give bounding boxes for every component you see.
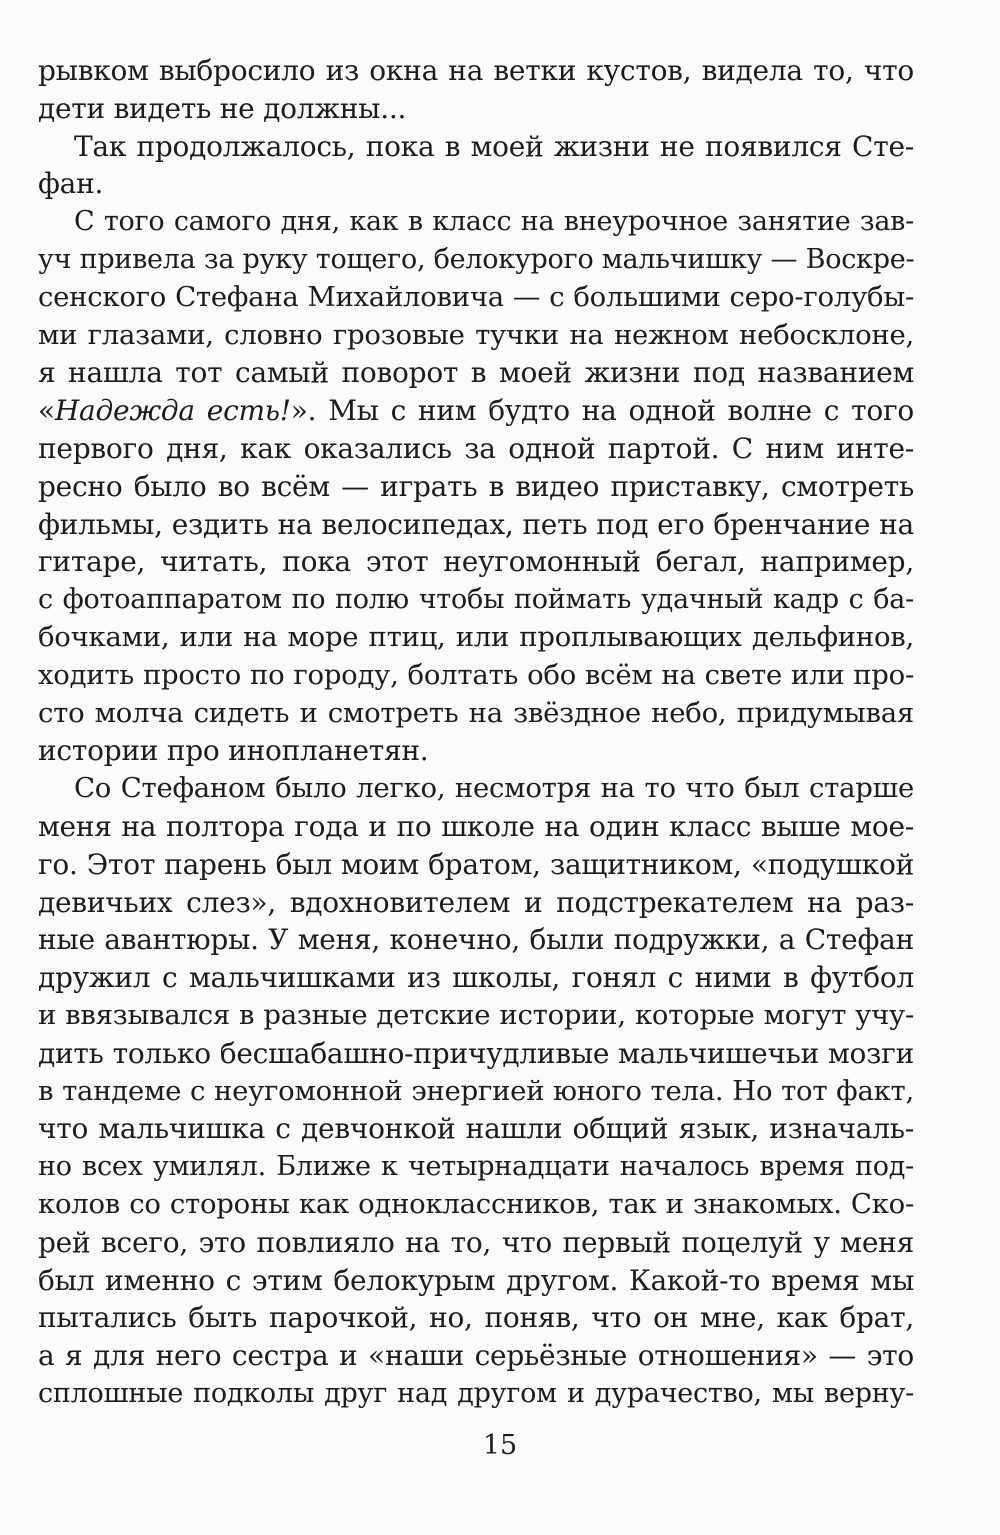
text-segment: « bbox=[38, 394, 55, 428]
page-number: 15 bbox=[482, 1430, 518, 1461]
text-line: пытались быть парочкой, но, поняв, что он мне, как брат, bbox=[38, 1301, 914, 1335]
paragraph bbox=[38, 128, 914, 204]
body-text bbox=[38, 52, 914, 1413]
text-line: фан. bbox=[38, 167, 104, 201]
text-line: гитаре, читать, пока этот неугомонный бегал, например, bbox=[38, 545, 914, 579]
text-line: но всех умилял. Ближе к четырнадцати началось время под- bbox=[38, 1151, 914, 1183]
text-line: в тандеме с неугомонной энергией юного тела. Но тот факт, bbox=[38, 1074, 914, 1107]
text-line: рей всего, это повлияло на то, что первый поцелуй у меня bbox=[38, 1225, 914, 1259]
text-line: дружил с мальчишками из школы, гонял с ними в футбол bbox=[38, 961, 914, 995]
text-line: С того самого дня, как в класс на внеурочное занятие зав- bbox=[74, 206, 914, 238]
text-line: сто молча сидеть и смотреть на звёздное небо, придумывая bbox=[38, 696, 914, 729]
text-line: ресно было во всём — играть в видео приставку, смотреть bbox=[38, 469, 914, 503]
text-line: а я для него сестра и «наши серьёзные отношения» — это bbox=[38, 1339, 914, 1373]
text-line bbox=[38, 392, 914, 430]
text-line: девичьих слез», вдохновителем и подстрекателем на раз- bbox=[38, 885, 914, 919]
text-segment: ». Мы с ним будто на одной волне с того bbox=[290, 394, 914, 428]
text-line: уч привела за руку тощего, белокурого мальчишку — Воскре- bbox=[38, 243, 915, 275]
text-line: Так продолжалось, пока в моей жизни не появился Сте- bbox=[74, 129, 914, 163]
italic-title: Надежда есть! bbox=[54, 394, 291, 428]
text-line: сенского Стефана Михайловича — с большими серо-голубы- bbox=[38, 280, 914, 313]
text-line: был именно с этим белокурым другом. Какой-то время мы bbox=[38, 1263, 914, 1297]
paragraph bbox=[38, 52, 914, 128]
text-line: первого дня, как оказались за одной партой. С ним инте- bbox=[38, 431, 914, 465]
text-line: колов со стороны как одноклассников, так и знакомых. Ско- bbox=[38, 1187, 914, 1220]
text-line: ми глазами, словно грозовые тучки на нежном небосклоне, bbox=[38, 318, 914, 351]
text-line: и ввязывался в разные детские истории, которые могут учу- bbox=[38, 998, 914, 1031]
text-line: сплошные подколы друг над другом и дурачество, мы верну- bbox=[38, 1377, 914, 1409]
text-line: с фотоаппаратом по полю чтобы поймать удачный кадр с ба- bbox=[38, 584, 914, 616]
text-line: меня на полтора года и по школе на один класс выше мое- bbox=[38, 809, 914, 843]
text-line: ходить просто по городу, болтать обо всём на свете или про- bbox=[38, 658, 914, 691]
text-line: дети видеть не должны... bbox=[38, 91, 407, 125]
text-line: рывком выбросило из окна на ветки кустов, видела то, что bbox=[38, 54, 914, 87]
text-line: Со Стефаном было легко, несмотря на то что был старше bbox=[74, 772, 914, 805]
text-line: что мальчишка с девчонкой нашли общий язык, изначаль- bbox=[38, 1112, 914, 1146]
text-line: я нашла тот самый поворот в моей жизни под названием bbox=[38, 356, 914, 390]
text-line: го. Этот парень был моим братом, защитником, «подушкой bbox=[38, 847, 914, 881]
paragraph bbox=[38, 770, 914, 1413]
text-line: ные авантюры. У меня, конечно, были подружки, а Стефан bbox=[38, 923, 914, 957]
text-line: бочками, или на море птиц, или проплывающих дельфинов, bbox=[38, 620, 914, 653]
text-line: дить только бесшабашно-причудливые мальчишечьи мозги bbox=[38, 1036, 914, 1070]
text-line: фильмы, ездить на велосипедах, петь под его бренчание на bbox=[38, 507, 914, 541]
paragraph bbox=[38, 203, 914, 770]
text-line: истории про инопланетян. bbox=[38, 734, 429, 768]
